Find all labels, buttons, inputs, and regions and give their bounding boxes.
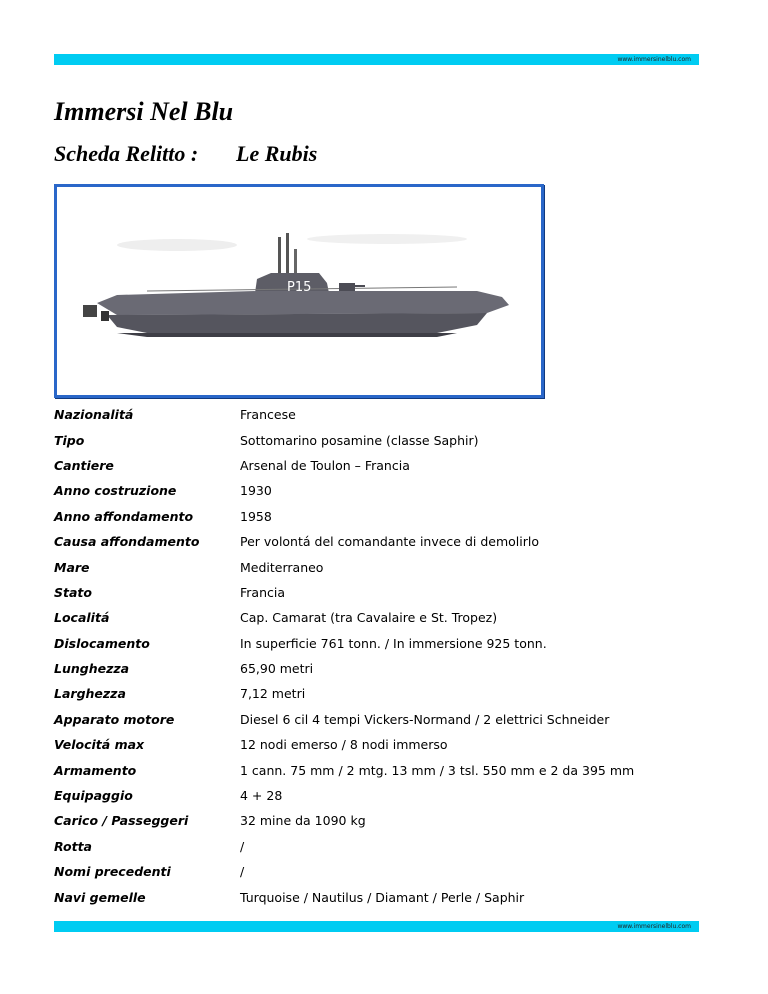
spec-value: Per volontá del comandante invece di demolirlo <box>240 534 540 550</box>
spec-label: Anno affondamento <box>54 508 194 524</box>
spec-label: Equipaggio <box>54 788 133 804</box>
footer-bar <box>54 921 699 932</box>
spec-row <box>54 478 634 503</box>
footer-url[interactable]: www.immersinelblu.com <box>617 923 691 930</box>
spec-row <box>54 681 634 706</box>
submarine-illustration <box>57 187 541 395</box>
spec-value: / <box>240 864 245 880</box>
spec-row <box>54 656 634 681</box>
spec-label: Carico / Passeggeri <box>54 813 189 829</box>
spec-row <box>54 783 634 808</box>
spec-value: Sottomarino posamine (classe Saphir) <box>240 432 479 448</box>
wreck-specs-table <box>54 402 634 910</box>
spec-label: Armamento <box>54 762 137 778</box>
spec-label: Nomi precedenti <box>54 864 171 880</box>
spec-value: In superficie 761 tonn. / In immersione 925 tonn. <box>240 635 547 651</box>
spec-value: Diesel 6 cil 4 tempi Vickers-Normand / 2 elettrici Schneider <box>240 711 610 727</box>
header-url[interactable]: www.immersinelblu.com <box>617 56 691 63</box>
spec-row <box>54 453 634 478</box>
spec-label: Cantiere <box>54 457 114 473</box>
spec-row <box>54 605 634 630</box>
spec-row <box>54 504 634 529</box>
submarine-photo <box>54 184 544 398</box>
spec-row <box>54 834 634 859</box>
spec-value: Arsenal de Toulon – Francia <box>240 457 410 473</box>
spec-row <box>54 707 634 732</box>
spec-row <box>54 402 634 427</box>
spec-label: Tipo <box>54 432 85 448</box>
spec-label: Localitá <box>54 610 110 626</box>
spec-row <box>54 884 634 909</box>
spec-label: Mare <box>54 559 90 575</box>
spec-row <box>54 529 634 554</box>
spec-value: Francese <box>240 407 296 423</box>
hull-marking: P15 <box>287 280 312 295</box>
spec-value: 12 nodi emerso / 8 nodi immerso <box>240 737 448 753</box>
spec-row <box>54 732 634 757</box>
spec-label: Apparato motore <box>54 711 175 727</box>
spec-value: 4 + 28 <box>240 788 283 804</box>
spec-value: Cap. Camarat (tra Cavalaire e St. Tropez) <box>240 610 498 626</box>
spec-label: Causa affondamento <box>54 534 200 550</box>
spec-value: 1 cann. 75 mm / 2 mtg. 13 mm / 3 tsl. 550 mm e 2 da 395 mm <box>240 762 635 778</box>
spec-value: / <box>240 838 245 854</box>
spec-value: 65,90 metri <box>240 661 314 677</box>
spec-label: Lunghezza <box>54 661 130 677</box>
spec-label: Velocitá max <box>54 737 145 753</box>
spec-label: Nazionalitá <box>54 407 134 423</box>
spec-value: Mediterraneo <box>240 559 324 575</box>
spec-row <box>54 859 634 884</box>
spec-value: 7,12 metri <box>240 686 306 702</box>
site-title: Immersi Nel Blu <box>54 97 234 126</box>
spec-row <box>54 757 634 782</box>
spec-value: Francia <box>240 584 286 600</box>
header-bar <box>54 54 699 65</box>
spec-label: Stato <box>54 584 92 600</box>
spec-value: 1930 <box>240 483 272 499</box>
wreck-name: Le Rubis <box>236 141 318 166</box>
spec-label: Navi gemelle <box>54 889 146 905</box>
spec-row <box>54 808 634 833</box>
spec-label: Larghezza <box>54 686 126 702</box>
spec-row <box>54 554 634 579</box>
spec-row <box>54 631 634 656</box>
sheet-title <box>54 140 317 168</box>
sheet-label: Scheda Relitto : <box>54 141 199 166</box>
spec-label: Rotta <box>54 838 92 854</box>
spec-value: 32 mine da 1090 kg <box>240 813 366 829</box>
spec-row <box>54 580 634 605</box>
spec-value: Turquoise / Nautilus / Diamant / Perle / Saphir <box>240 889 525 905</box>
spec-row <box>54 427 634 452</box>
spec-label: Anno costruzione <box>54 483 177 499</box>
spec-value: 1958 <box>240 508 272 524</box>
spec-label: Dislocamento <box>54 635 150 651</box>
